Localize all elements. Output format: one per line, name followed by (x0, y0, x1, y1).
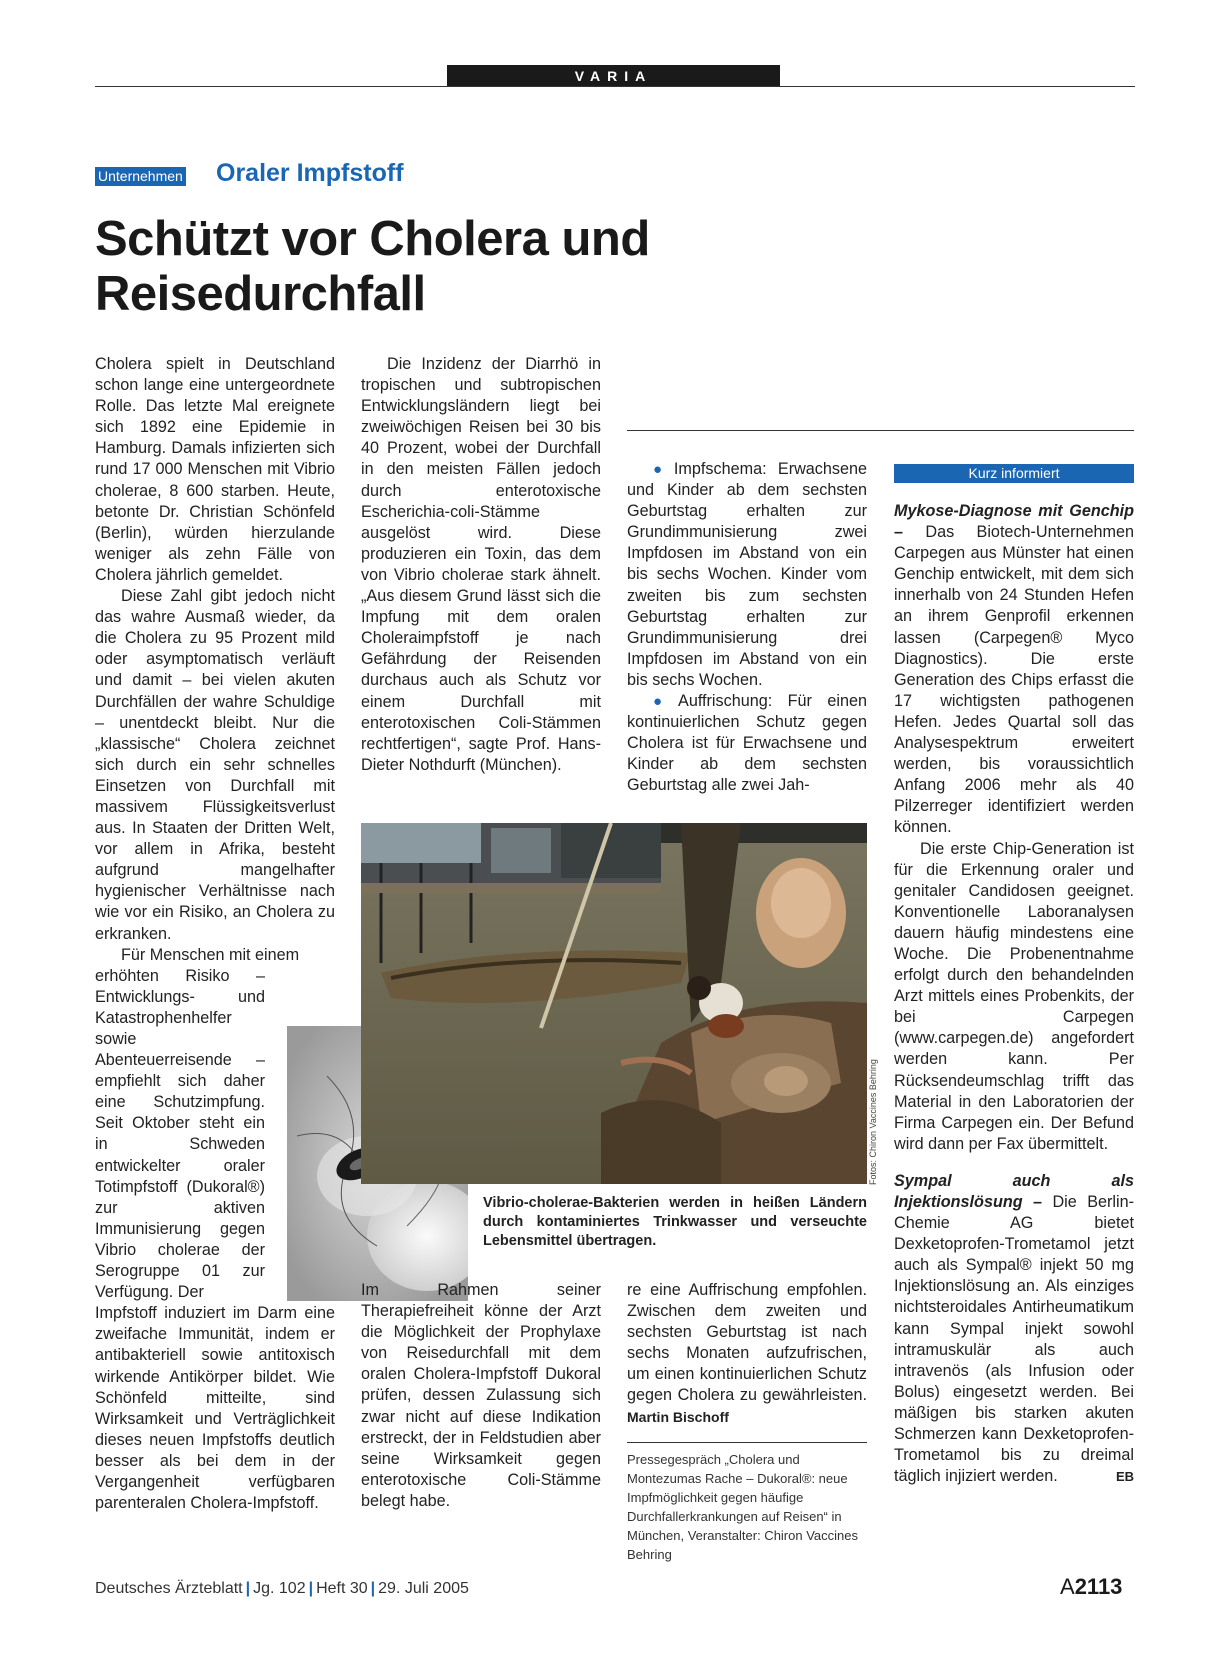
paragraph: Cholera spielt in Deutschland schon lange eine untergeordnete Rolle. Das letzte Mal ereignete sich 1892 eine Epidemie in Hamburg. Damals infizierten sich rund 17 000 Menschen mit Vibrio cholerae, 8 600 starben. Heute, betonte Dr. Christian Schönfeld (Berlin), würden hierzulande weniger als zehn Fälle von Cholera jährlich gemeldet. (95, 355, 335, 584)
bullet-item-auffrischung: ● Auffrischung: Für einen kontinuierlichen Schutz gegen Cholera ist für Erwachsene und Kinder ab dem sechsten Geburtstag alle zwei Jah- (627, 692, 867, 795)
paragraph: Im Rahmen seiner Therapiefreiheit könne der Arzt die Möglichkeit der Prophylaxe von Reisedurchfall mit dem oralen Cholera-Impfstoff Dukoral prüfen, dessen Zulassung sich zwar nicht auf diese Indikation erstreckt, der in Feldstudien aber seine Wirksamkeit gegen enterotoxische Coli-Stämme belegt habe. (361, 1281, 601, 1510)
sidebar-item-lead: Mykose-Diagnose mit Genchip – (894, 502, 1134, 542)
footer-citation: Deutsches Ärzteblatt | Jg. 102 | Heft 30 | 29. Juli 2005 (95, 1580, 469, 1597)
main-photo (361, 823, 867, 1184)
paragraph: Für Menschen mit einem (121, 945, 300, 964)
article-kicker: Oraler Impfstoff (216, 159, 404, 187)
narrow-text-block (95, 966, 265, 1304)
reference-note: Pressegespräch „Cholera und Montezumas Rache – Dukoral®: neue Impfmöglichkeit gegen häufige Durchfallerkrankungen auf Reisen“ in München, Veranstalter: Chiron Vaccines Behring (627, 1452, 858, 1562)
bullet-icon: ● (653, 461, 669, 478)
journal-date: 29. Juli 2005 (378, 1580, 469, 1597)
author-initials: EB (1115, 1469, 1134, 1485)
reference-rule (627, 1442, 867, 1443)
sidebar-column (894, 501, 1134, 1487)
headline-line-2: Reisedurchfall (95, 267, 426, 321)
page-number: A2113 (1060, 1574, 1123, 1599)
category-tag: Unternehmen (95, 167, 186, 186)
village-waterfront-image (361, 823, 867, 1184)
journal-volume: Jg. 102 (253, 1580, 306, 1597)
sidebar-item-lead: Sympal auch als Injektionslösung – (894, 1171, 1134, 1211)
paragraph: Die erste Chip-Generation ist für die Erkennung oraler und genitaler Candidosen geeignet. Konventionelle Laboranalysen dauern häufig mindestens eine Woche. Die Probenentnahme erfolgt durch den behandelnden Arzt mittels eines Probenkits, der bei Carpegen (www.carpegen.de) angefordert werden kann. Per Rücksendeumschlag trifft das Material in den Laboratorien der Firma Carpegen ein. Der Befund wird dann per Fax übermittelt. (894, 839, 1134, 1153)
paragraph: Die Inzidenz der Diarrhö in tropischen und subtropischen Entwicklungsländern liegt bei zweiwöchigen Reisen bei 30 bis 40 Prozent, wobei der Durchfall in den meisten Fällen jedoch durch enterotoxische Escherichia-coli-Stämme ausgelöst wird. Diese produzieren ein Toxin, das dem von Vibrio cholerae stark ähnelt. „Aus diesem Grund lässt sich die Impfung mit dem oralen Choleraimpfstoff je nach Gefährdung der Reisenden durchaus auch als Schutz vor einem Durchfall mit enterotoxischen Coli-Stämmen rechtfertigen“, sagte Prof. Hans-Dieter Nothdurft (München). (361, 355, 601, 774)
section-rule (627, 430, 1134, 431)
journal-name: Deutsches Ärzteblatt (95, 1580, 243, 1597)
sidebar-item-mykose: Mykose-Diagnose mit Genchip – Das Biotech-Unternehmen Carpegen aus Münster hat einen Genchip entwickelt, mit dem sich innerhalb von 24 Stunden Hefen an ihrem Genprofil erkennen lassen (Carpegen® Myco Diagnostics). Die erste Generation des Chips erfasst die 17 wichtigsten pathogenen Hefen. Jedes Quartal soll das Analysespektrum erweitert werden, bis voraussichtlich Anfang 2006 mehr als 40 Pilzerreger identifiziert werden können. (894, 502, 1135, 837)
article-column-1 (95, 354, 335, 1514)
photo-credit: Fotos: Chiron Vaccines Behring (868, 1059, 878, 1185)
article-column-3-lower (627, 1280, 867, 1428)
article-column-3 (627, 459, 867, 797)
paragraph: Impfstoff induziert im Darm eine zweifache Immunität, indem er antibakteriell sowie antitoxisch wirkende Antikörper bildet. Wie Schönfeld mitteilte, sind Wirksamkeit und Verträglichkeit dieses neuen Impfstoffs deutlich besser als bei dem in der Vergangenheit verfügbaren parenteralen Cholera-Impfstoff. (95, 1304, 335, 1513)
section-label: VARIA (447, 65, 780, 87)
article-headline (95, 212, 655, 322)
sidebar-title: Kurz informiert (894, 464, 1134, 483)
paragraph: erhöhten Risiko – Entwicklungs- und Katastrophenhelfer sowie Abenteuerreisende – empfiehlt sich daher eine Schutzimpfung. Seit Oktober steht ein in Schweden entwickelter oraler Totimpfstoff (Dukoral®) zur aktiven Immunisierung gegen Vibrio cholerae der Serogruppe 01 zur Verfügung. Der (95, 966, 265, 1302)
paragraph: Diese Zahl gibt jedoch nicht das wahre Ausmaß wieder, da die Cholera zu 95 Prozent mild oder asymptomatisch verläuft und damit – bei vielen akuten Durchfällen der wahre Schuldige – unentdeckt bleibt. Nur die „klassische“ Cholera zeichnet sich durch ein sehr schnelles Einsetzen von Durchfall mit massivem Flüssigkeitsverlust aus. In Staaten der Dritten Welt, vor allem in Afrika, besteht aufgrund mangelhafter hygienischer Verhältnisse nach wie vor ein Risiko, an Cholera zu erkranken. (95, 587, 335, 943)
journal-issue: Heft 30 (316, 1580, 368, 1597)
bullet-item-impfschema: ● Impfschema: Erwachsene und Kinder ab dem sechsten Geburtstag erhalten zur Grundimmunisierung zwei Impfdosen im Abstand von ein bis sechs Wochen. Kinder vom zweiten bis zum sechsten Geburtstag erhalten zur Grundimmunisierung drei Impfdosen im Abstand von ein bis sechs Wochen. (627, 460, 867, 689)
header-rule (95, 86, 1135, 87)
paragraph: re eine Auffrischung empfohlen. Zwischen dem zweiten und sechsten Geburtstag ist nach sechs Monaten aufzufrischen, um einen kontinuierlichen Schutz gegen Cholera zu gewährleisten. Martin Bischoff (627, 1281, 867, 1425)
article-column-2-lower (361, 1280, 601, 1512)
article-column-2 (361, 354, 601, 776)
headline-line-1: Schützt vor Cholera und (95, 212, 650, 266)
bullet-icon: ● (653, 693, 674, 711)
sidebar-item-sympal: Sympal auch als Injektionslösung – Die Berlin-Chemie AG bietet Dexketoprofen-Trometamol jetzt auch als Sympal® injekt 50 mg Injektionslösung an. Als einziges nichtsteroidales Antirheumatikum kann Sympal injekt sowohl intramuskulär als auch intravenös (als Infusion oder Bolus) eingesetzt werden. Bei mäßigen bis starken akuten Schmerzen kann Dexketoprofen-Trometamol bis zu dreimal täglich injiziert werden. EB (894, 1171, 1134, 1487)
photo-caption: Vibrio-cholerae-Bakterien werden in heißen Ländern durch kontaminiertes Trinkwasser und verseuchte Lebensmittel übertragen. (483, 1195, 867, 1249)
author-name: Martin Bischoff (627, 1408, 729, 1425)
